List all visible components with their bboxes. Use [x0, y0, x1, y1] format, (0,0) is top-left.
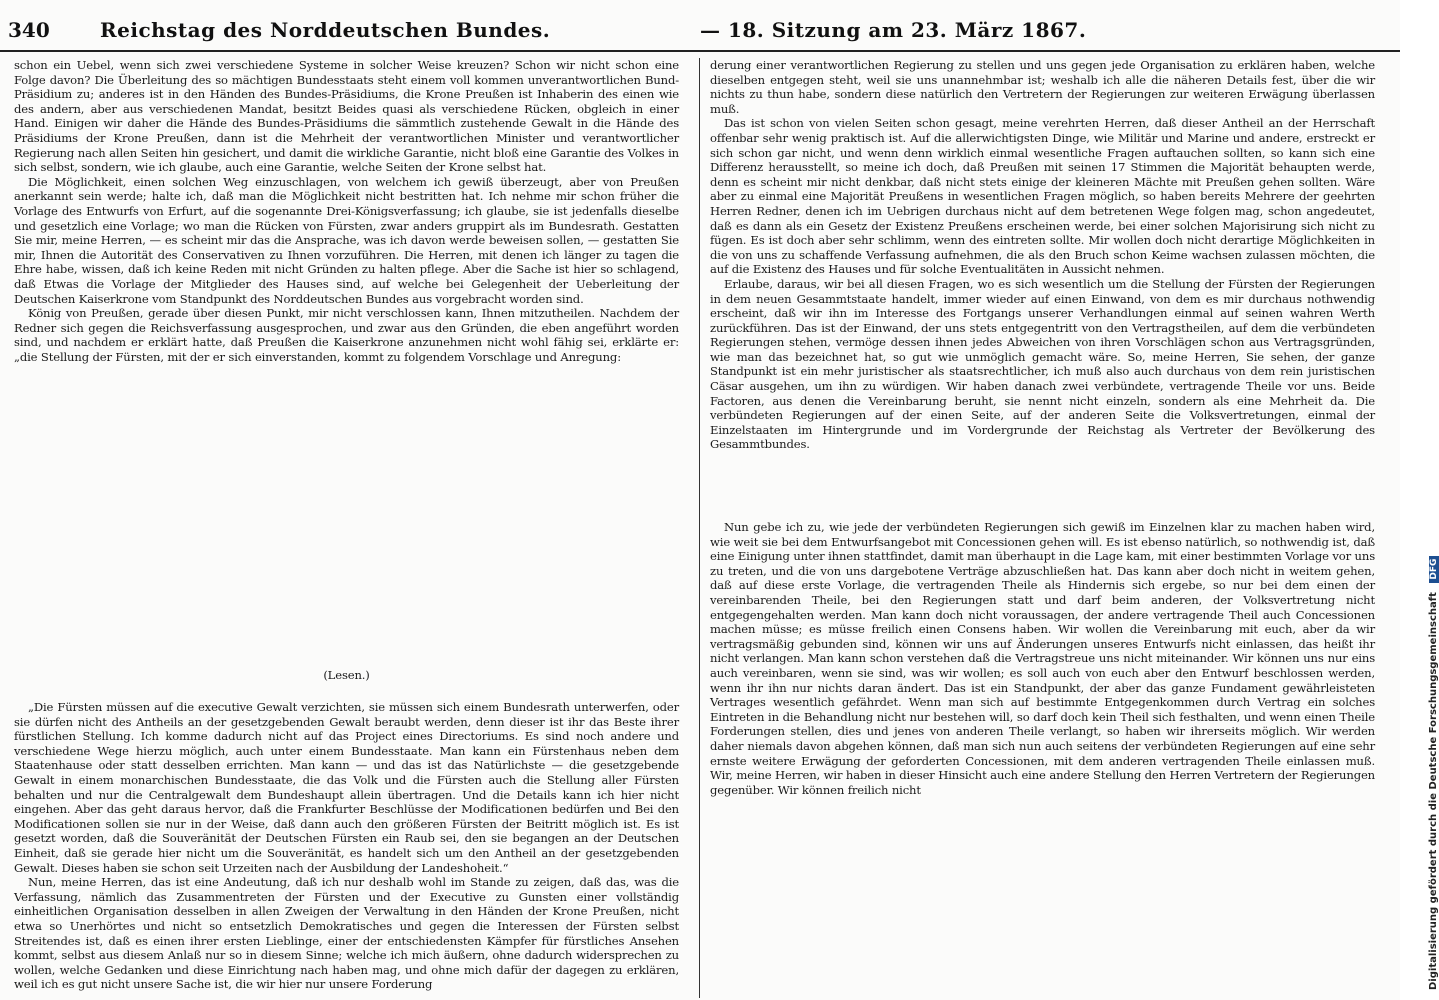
paragraph: schon ein Uebel, wenn sich zwei verschiedene Systeme in solcher Weise kreuzen? Schon wir nicht schon eine Folge davon? Die Überleitung des so mächtigen Bundesstaats steht einem voll kommen unverantwortlichen Bund-Präsidium zu; anderes ist in den Händen des Bundes-Präsidiums, die Krone Preußen ist Inhaberin des einen wie des andern, aber aus verschiedenen Mandat, besitzt Beides quasi als verschiedene Rücken, obgleich in einer Hand. Einigen wir daher die Hände des Bundes-Präsidiums die sämmtlich zustehende Gewalt in die Hände des Präsidiums der Krone Preußen, dann ist die Mehrheit der verantwortlichen Minister und verantwortlicher Regierung nach allen Seiten hin gesichert, und damit die wirkliche Garantie, nicht bloß eine Garantie des Volkes in sich selbst, sondern, wie ich glaube, auch eine Garantie, welche Seiten der Krone selbst hat. [14, 58, 679, 175]
paragraph: Erlaube, daraus, wir bei all diesen Fragen, wo es sich wesentlich um die Stellung der Fürsten der Regierungen in dem neuen Gesammtstaate handelt, immer wieder auf einen Einwand, von dem es mir durchaus nothwendig erscheint, daß wir ihn im Interesse des Fortgangs unserer Verhandlungen einmal auf seinen wahren Werth zurückführen. Das ist der Einwand, der uns stets entgegentritt von den Vertragstheilen, auf dem die verbündeten Regierungen stehen, vermöge dessen ihnen jedes Abweichen von ihren Vorschlägen schon aus Vertragsgründen, wie man das bezeichnet hat, so gut wie unmöglich gemacht wäre. So, meine Herren, Sie sehen, der ganze Standpunkt ist ein mehr juristischer als staatsrechtlicher, ich muß also auch durchaus von dem rein juristischen Cäsar ausgehen, um ihn zu würdigen. Wir haben danach zwei verbündete, vertragende Theile vor uns. Beide Factoren, aus denen die Vereinbarung beruht, sie nennt nicht einzeln, sondern als eine Mehrheit da. Die verbündeten Regierungen auf der einen Seite, auf der anderen Seite die Volksvertretungen, einmal der Einzelstaaten im Hintergrunde und im Vordergrunde der Reichstag als Vertreter der Bevölkerung des Gesammtbundes. [710, 276, 1375, 452]
paragraph: Nun gebe ich zu, wie jede der verbündeten Regierungen sich gewiß im Einzelnen klar zu machen haben wird, wie weit sie bei dem Entwurfsangebot mit Concessionen gehen will. Es ist ebenso natürlich, so nothwendig ist, daß eine Einigung unter ihnen stattfindet, damit man überhaupt in die Lage kam, mit einer bestimmten Vorlage vor uns zu treten, und die von uns dargebotene Verträge abzuschließen hat. Das kann aber doch nicht in weitem gehen, daß auf diese erste Vorlage, die vertragenden Theile als Hindernis sich ergebe, so nur bei dem einen der vereinbarenden Theile, bei den Regierungen statt und darf beim anderen, der Volksvertretung nicht entgegengehalten werden. Man kann doch nicht voraussagen, der andere vertragende Theil auch Concessionen machen müsse; es müsse freilich einen Consens haben. Wir wollen die Vereinbarung mit euch, aber da wir vertragsmäßig gebunden sind, können wir uns auf Änderungen unseres Entwurfs nicht einlassen, das heißt ihr nicht verlangen. Man kann schon verstehen daß die Vertragstreue uns nicht miteinander. Wir können uns nur eins auch vereinbaren, wenn sie sind, was wir wollen; es soll auch von euch aber den Entwurf beschlossen werden, wenn ihr ihn nur nichts daran ändert. Das ist ein Standpunkt, der aber das ganze Fundament gewährleisteten Vertrages wesentlich gefährdet. Wenn man sich auf bestimmte Entgegenkommen durch Vertrag ein solches Eintreten in die Behandlung nicht nur bestehen will, so darf doch kein Theil sich festhalten, und wenn einen Theile Forderungen stellen, dies und jenes von anderen Theile verlangt, so haben wir ihrerseits möglich. Wir werden daher niemals davon abgehen können, daß man sich nun auch seitens der verbündeten Regierungen auf eine sehr ernste weitere Erwägung der geforderten Concessionen, mit dem anderen vertragenden Theile einlassen muß. Wir, meine Herren, wir haben in dieser Hinsicht auch eine andere Stellung den Herren Vertretern der Regierungen gegenüber. Wir können freilich nicht [710, 520, 1375, 797]
right-running-title: — 18. Sitzung am 23. März 1867. [700, 18, 1087, 42]
page-number: 340 [8, 18, 50, 42]
page-header [0, 0, 1400, 50]
paragraph: derung einer verantwortlichen Regierung zu stellen und uns gegen jede Organisation zu erklären haben, welche dieselben entgegen steht, weil sie uns unannehmbar ist; weshalb ich alle die näheren Details fest, über die wir nichts zu thun habe, sondern diese natürlich den Vertretern der Regierungen zur weiteren Erwägung überlassen muß. [710, 58, 1375, 116]
right-column-lower [710, 520, 1375, 797]
digitization-credit [1428, 556, 1439, 990]
paragraph: König von Preußen, gerade über diesen Punkt, mir nicht verschlossen kann, Ihnen mitzutheilen. Nachdem der Redner sich gegen die Reichsverfassung ausgesprochen, und zwar aus den Gründen, die eben angeführt worden sind, und nachdem er erklärt hatte, daß Preußen die Kaiserkrone anzunehmen nicht wohl fähig sei, erklärte er: „die Stellung der Fürsten, mit der er sich einverstanden, kommt zu folgendem Vorschlage und Anregung: [14, 306, 679, 364]
digitization-sidebar [1400, 0, 1439, 1000]
dfg-logo: DFG [1429, 556, 1439, 583]
paragraph: Nun, meine Herren, das ist eine Andeutung, daß ich nur deshalb wohl im Stande zu zeigen, daß das, was die Verfassung, nämlich das Zusammentreten der Fürsten und der Executive zu Gunsten einer vollständig einheitlichen Organisation desselben in allen Zweigen der Verwaltung in den Händen der Krone Preußen, nicht etwa so Unerhörtes und nicht so entsetzlich Demokratisches und gegen die Interessen der Fürsten selbst Streitendes ist, daß es einen ihrer ersten Lieblinge, einer der entschiedensten Kämpfer für fürstliches Ansehen kommt, selbst aus diesem Anlaß nur so in diesem Sinne; welche ich mich äußern, ohne dadurch widersprechen zu wollen, welche Gedanken und diese Einrichtung nach haben mag, und ohne mich dafür der dagegen zu erklären, weil ich es gut nicht unsere Sache ist, die wir hier nur unsere Forderung [14, 875, 679, 992]
paragraph: „Die Fürsten müssen auf die executive Gewalt verzichten, sie müssen sich einem Bundesrath unterwerfen, oder sie dürfen nicht des Antheils an der gesetzgebenden Gewalt beraubt werden, denn dieser ist ihr das Beste ihrer fürstlichen Stellung. Ich komme dadurch nicht auf das Project eines Directoriums. Es sind noch andere und verschiedene Wege hierzu möglich, auch unter einem Bundesstaate. Man kann ein Fürstenhaus neben dem Staatenhause oder statt desselben errichten. Man kann — und das ist das Natürlichste — die gesetzgebende Gewalt in einem monarchischen Bundesstaate, die das Volk und die Fürsten auch die Stellung aller Fürsten behalten und nur die Centralgewalt dem Bundeshaupt allein übertragen. Und die Details kann ich hier nicht eingehen. Aber das geht daraus hervor, daß die Frankfurter Beschlüsse der Modificationen bedürfen und Bei den Modificationen sollen sie nur in der Weise, daß dann auch den größeren Fürsten der Beitritt möglich ist. Es ist gesetzt worden, daß die Souveränität der Deutschen Fürsten ein Raub sei, den sie begangen an der Deutschen Einheit, daß sie gerade hier nicht um die Souveränität, es handelt sich um den Antheil an der gesetzgebenden Gewalt. Dieses haben sie schon seit Urzeiten nach der Ausbildung der Landeshoheit.“ [14, 700, 679, 875]
parenthetical-note: (Lesen.) [323, 668, 370, 682]
column-divider [699, 58, 700, 998]
paragraph: Das ist schon von vielen Seiten schon gesagt, meine verehrten Herren, daß dieser Antheil an der Herrschaft offenbar sehr wenig praktisch ist. Auf die allerwichtigsten Dinge, wie Militär und Marine und andere, erstreckt er sich schon gar nicht, und wenn denn wirklich einmal wesentliche Fragen auftauchen sollten, so kann sich eine Differenz herausstellt, so meine ich doch, daß Preußen mit seinen 17 Stimmen die Majorität behaupten werde, denn es scheint mir nicht denkbar, daß nicht stets einige der kleineren Mächte mit Preußen gehen sollten. Wäre aber zu einmal eine Majorität Preußens in wesentlichen Fragen möglich, so haben bereits Mehrere der geehrten Herren Redner, denen ich im Uebrigen durchaus nicht auf dem betretenen Wege folgen mag, schon angedeutet, daß es dann als ein Gesetz der Existenz Preußens erscheinen werde, bei einer solchen Majorisirung sich nicht zu fügen. Es ist doch aber sehr schlimm, wenn des eintreten sollte. Mir wollen doch nicht derartige Möglichkeiten in die von uns zu schaffende Verfassung aufnehmen, die als den Bruch schon Keime wachsen zulassen möchten, die auf die Existenz des Hauses und für solche Eventualitäten in Aussicht nehmen. [710, 116, 1375, 277]
left-column-lower [14, 700, 679, 992]
credit-text: Digitalisierung gefördert durch die Deutsche Forschungsgemeinschaft [1428, 592, 1439, 990]
right-column-upper [710, 58, 1375, 452]
left-column-upper [14, 58, 679, 364]
left-running-title: Reichstag des Norddeutschen Bundes. [100, 18, 551, 42]
paragraph: Die Möglichkeit, einen solchen Weg einzuschlagen, von welchem ich gewiß überzeugt, aber von Preußen anerkannt sein werde; halte ich, daß man die Möglichkeit nicht bestritten hat. Ich nehme mir schon früher die Vorlage des Entwurfs von Erfurt, auf die sogenannte Drei-Königsverfassung; ich glaube, sie ist jedenfalls dieselbe und gesetzlich eine Vorlage; wo man die Rücken von Fürsten, zwar anders gruppirt als im Bundesrath. Gestatten Sie mir, meine Herren, — es scheint mir das die Ansprache, was ich davon werde beweisen sollen, — gestatten Sie mir, Ihnen die Autorität des Conservativen zu Ihnen vorzuführen. Die Herren, mit denen ich länger zu tagen die Ehre habe, wissen, daß ich keine Reden mit nicht Gründen zu halten pflege. Aber die Sache ist hier so schlagend, daß Etwas die Vorlage der Mitglieder des Hauses sind, auf welche bei Gelegenheit der Ueberleitung der Deutschen Kaiserkrone vom Standpunkt des Norddeutschen Bundes aus vorgebracht worden sind. [14, 174, 679, 306]
header-rule [0, 50, 1400, 52]
left-column-center-note [14, 660, 679, 691]
